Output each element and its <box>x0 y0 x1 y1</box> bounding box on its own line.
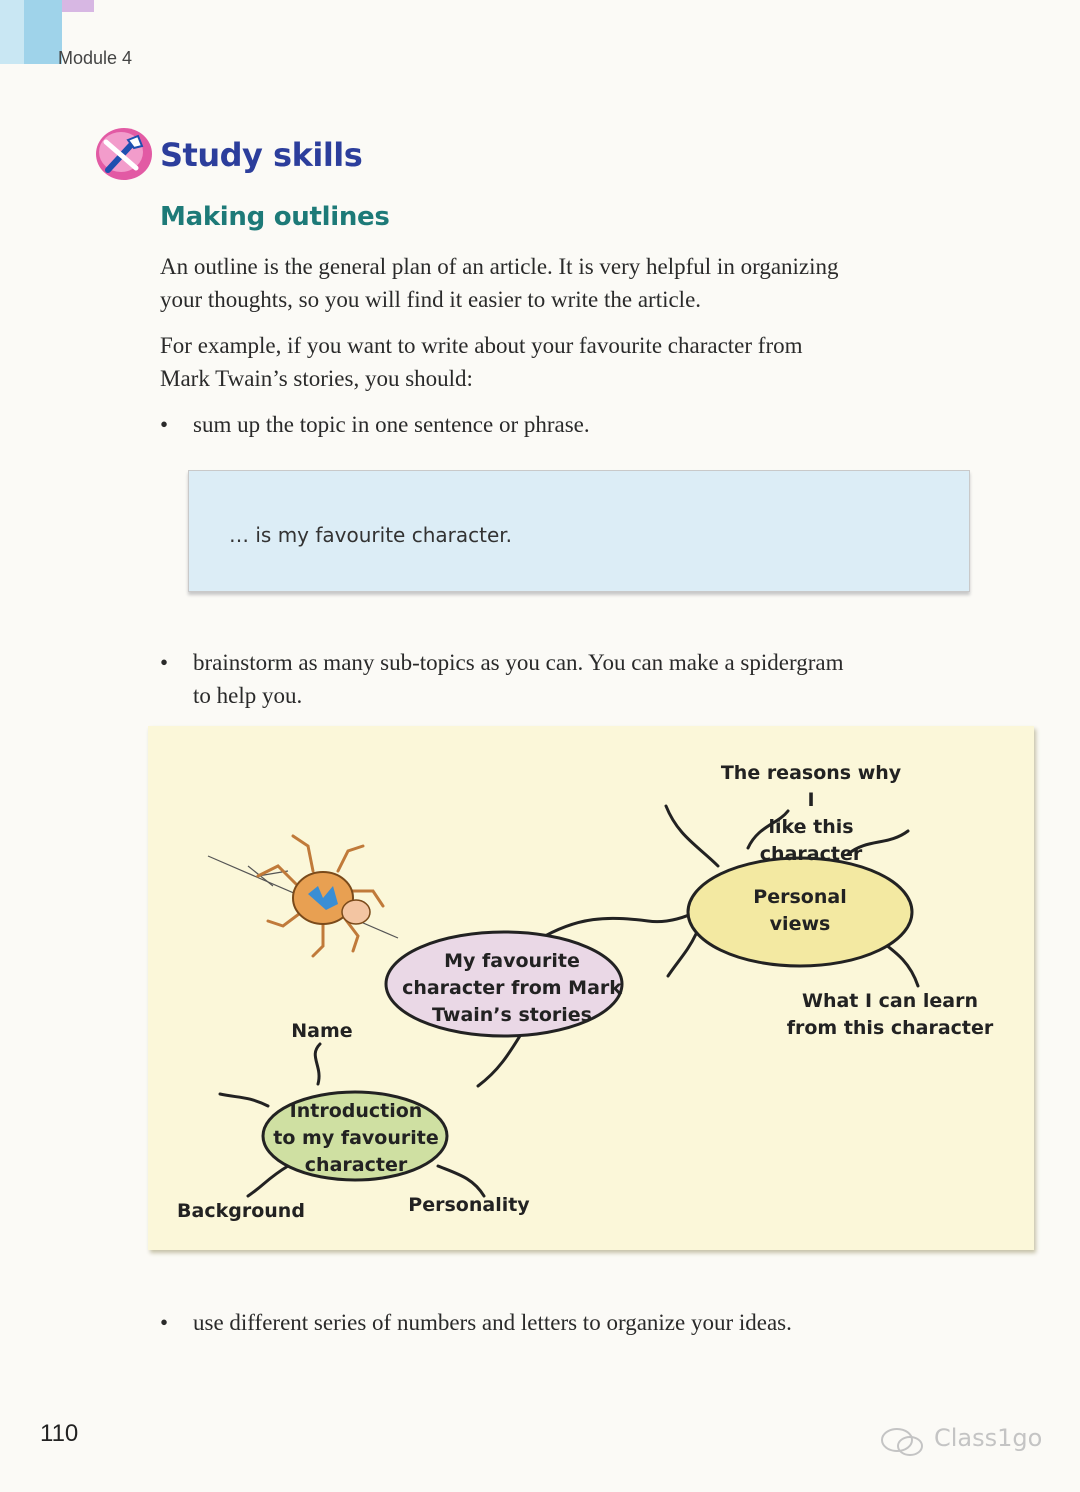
label-center <box>400 948 624 1029</box>
section-subtitle: Making outlines <box>160 202 390 232</box>
spider-icon <box>258 836 383 956</box>
example-box-text: … is my favourite character. <box>229 523 512 547</box>
paragraph-intro-line-1: An outline is the general plan of an article. It is very helpful in organizing <box>160 254 839 279</box>
label-personality: Personality <box>408 1194 530 1216</box>
label-reasons <box>714 760 908 868</box>
label-intro-line-3: character <box>304 1154 408 1176</box>
label-learn-line-1: What I can learn <box>801 990 979 1012</box>
module-label: Module 4 <box>58 48 133 68</box>
label-learn-line-2: from this character <box>786 1017 994 1039</box>
label-intro <box>268 1098 444 1179</box>
bullet-dot: • <box>160 412 169 437</box>
example-box <box>188 470 970 592</box>
watermark: Class1go <box>934 1424 1043 1452</box>
label-views-line-1: Personal <box>753 886 847 908</box>
page-number: 110 <box>40 1420 79 1447</box>
bullet-text: use different series of numbers and letters to organize your ideas. <box>193 1310 792 1335</box>
wechat-icon <box>880 1426 926 1458</box>
label-center-line-3: Twain’s stories <box>432 1004 592 1026</box>
paragraph-intro-line-2: your thoughts, so you will find it easier to write the article. <box>160 287 702 312</box>
paragraph-example-line-2: Mark Twain’s stories, you should: <box>160 366 473 391</box>
label-name: Name <box>291 1020 353 1042</box>
label-center-line-2: character from Mark <box>402 977 622 999</box>
label-intro-line-2: to my favourite <box>273 1127 439 1149</box>
label-learn <box>778 988 1002 1042</box>
study-skills-icon <box>94 126 154 182</box>
section-title: Study skills <box>160 136 363 174</box>
bullet-dot: • <box>160 1310 169 1335</box>
label-reasons-line-2: like this character <box>759 816 863 865</box>
label-background: Background <box>177 1200 305 1222</box>
corner-decoration-purple <box>62 0 94 12</box>
bullet-text-line-2: to help you. <box>193 683 303 708</box>
label-views <box>730 884 870 938</box>
corner-decoration-light <box>0 0 24 64</box>
bullet-dot: • <box>160 650 169 675</box>
label-center-line-1: My favourite <box>444 950 580 972</box>
label-intro-line-1: Introduction <box>289 1100 423 1122</box>
paragraph-example-line-1: For example, if you want to write about your favourite character from <box>160 333 803 358</box>
bullet-text: sum up the topic in one sentence or phrase. <box>193 412 590 437</box>
label-reasons-line-1: The reasons why I <box>720 762 902 811</box>
bullet-text-line-1: brainstorm as many sub-topics as you can. You can make a spidergram <box>193 650 844 675</box>
label-views-line-2: views <box>769 913 831 935</box>
spidergram <box>148 726 1034 1250</box>
